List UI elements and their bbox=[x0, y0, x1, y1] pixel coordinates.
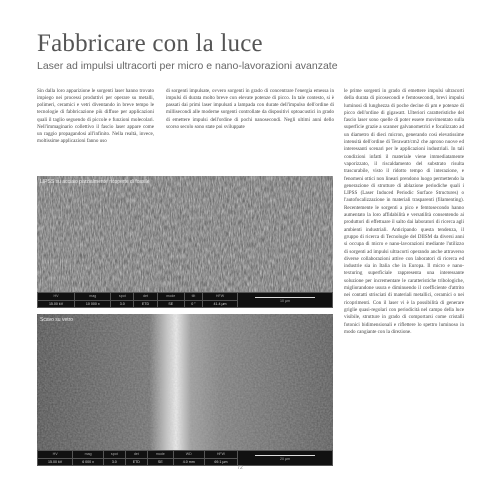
info-header: mode bbox=[147, 451, 173, 459]
info-value: 15.00 kV bbox=[38, 458, 73, 466]
info-header: HV bbox=[38, 293, 75, 301]
info-header: tilt bbox=[184, 293, 202, 301]
text-column-2 bbox=[166, 88, 334, 131]
info-value: 6 000 x bbox=[73, 458, 104, 466]
sem-image-lipss bbox=[37, 176, 333, 308]
info-header: HV bbox=[38, 451, 73, 459]
sem-info-bar-1 bbox=[37, 292, 333, 308]
text-column-3 bbox=[344, 88, 464, 336]
info-header: det bbox=[125, 451, 147, 459]
scale-bar-cell bbox=[238, 451, 333, 466]
page-number: 72 bbox=[237, 465, 243, 471]
sem-texture-lipss bbox=[37, 176, 333, 292]
page-subtitle: Laser ad impulsi ultracorti per micro e nano-lavorazioni avanzate bbox=[37, 60, 338, 72]
info-header: HFW bbox=[204, 451, 237, 459]
text-column-1 bbox=[37, 88, 154, 145]
info-value: ETD bbox=[134, 300, 158, 308]
info-value: SE bbox=[157, 300, 184, 308]
column-3-paragraph: le prime sorgenti in grado di emettere impulsi ultracorti della durata di picosecondi e femtosecondi, brevi impulsi luminosi di lunghezza di poche decine di µm e potenze di picco dell'ordine di gigawatt. Ulteriori caratteristiche del fascio laser sono quelle di poter essere movimentato sulla superficie grazie a scanner galvanometrici e focalizzato ad un diametro di dieci micron, generando così elevatissime intensità dell'ordine di Terawatt/cm2 che aprono nuove ed interessanti scenari per le applicazioni industriali. In tali condizioni infatti il materiale viene immediatamente vaporizzato, il riscaldamento del substrato risulta trascurabile, visto il ridotto tempo di interazione, e fenomeni ottici non lineari prendono luogo permettendo la generazione di strutture di ablazione periodiche quali i LIPSS (Laser Induced Periodic Surface Structures) o l'autofocalizzazione in materiali trasparenti (filamenting). Recentemente le sorgenti a pico e femtosecondo hanno aumentato la loro affidabilità e versatilità consentendo ai produttori di effettuare il salto dai laboratori di ricerca agli ambienti industriali. Anticipando questa tendenza, il gruppo di ricerca di Tecnologie del DIISM da diversi anni si occupa di micro e nano-lavorazioni mediante l'utilizzo di sorgenti ad impulsi ultracorti operando anche attraverso diverse collaborazioni attive con laboratori di ricerca ed industrie sia in Italia che in Europa. Il micro e nano-texturing superficiale rappresenta una interessante soluzione per incrementare le caratteristiche tribologiche, migliorandone usura e diminuendo il coefficiente d'attrito nei contatti strisciati di materiali metallici, ceramici o nei ricoprimenti. Con il laser vi è la possibilità di generare griglie quasi-regolari con periodicità nel campo della luce visibile, strutture in grado di comportarsi come cristalli fotonici bidimensionali e riflettere lo spettro luminoso in modo cangiante con la direzione. bbox=[344, 88, 464, 335]
info-value: 41.4 µm bbox=[203, 300, 238, 308]
sem-info-bar-2 bbox=[37, 450, 333, 466]
page-title: Fabbricare con la luce bbox=[37, 30, 263, 57]
figure-2-caption: Scavo su vetro bbox=[40, 317, 74, 323]
scale-bar-label: 20 µm bbox=[279, 457, 291, 461]
scale-bar-cell bbox=[238, 293, 333, 308]
info-header: HFW bbox=[203, 293, 238, 301]
info-value: 0 ° bbox=[184, 300, 202, 308]
info-value: SE bbox=[147, 458, 173, 466]
info-value: 3.0 bbox=[111, 300, 134, 308]
info-value: 69.1 µm bbox=[204, 458, 237, 466]
info-value: 15.00 kV bbox=[38, 300, 75, 308]
info-value: 4.0 mm bbox=[173, 458, 204, 466]
sem-texture-glass bbox=[37, 314, 333, 450]
info-header: mode bbox=[157, 293, 184, 301]
column-2-paragraph: di sorgenti impulsate, ovvero sorgenti in grado di concentrare l'energia emessa in impulsi di durata molto breve con elevate potenze di picco. In tale contesto, si è passati dai primi laser impulsati a lampada con durate dell'impulso dell'ordine di millisecondi alle moderne sorgenti controllate da dispositivi optoacustici in grado di emettere impulsi dell'ordine di pochi nanosecondi. Negli ultimi anni dello scorso secolo sono state poi sviluppate bbox=[166, 88, 334, 130]
info-value: 3.0 bbox=[104, 458, 126, 466]
figure-1-caption: LIPSS su acciaio parzialmente ricoperte di fossile bbox=[40, 179, 150, 185]
info-header: mag bbox=[75, 293, 111, 301]
info-header: spot bbox=[104, 451, 126, 459]
info-value: ETD bbox=[125, 458, 147, 466]
scale-bar-label: 10 µm bbox=[279, 299, 291, 303]
info-value: 10 000 x bbox=[75, 300, 111, 308]
column-1-paragraph: Sin dalla loro apparizione le sorgenti laser hanno trovato impiego nei processi produttivi per operare su metalli, polimeri, ceramici e vetri diventando in breve tempo le tecnologie di fabbricazione più diffuse per applicazioni quali il taglio seguendo di piccole e funzioni molecolari. Nell'immaginario collettivo il fascio laser appare come un raggio propagandosi all'infinito. Nella realtà, invece, moltissime applicazioni fanno uso bbox=[37, 88, 154, 145]
info-header: det bbox=[134, 293, 158, 301]
sem-image-glass-groove bbox=[37, 314, 333, 466]
info-header: spot bbox=[111, 293, 134, 301]
info-header: WD bbox=[173, 451, 204, 459]
info-header: mag bbox=[73, 451, 104, 459]
